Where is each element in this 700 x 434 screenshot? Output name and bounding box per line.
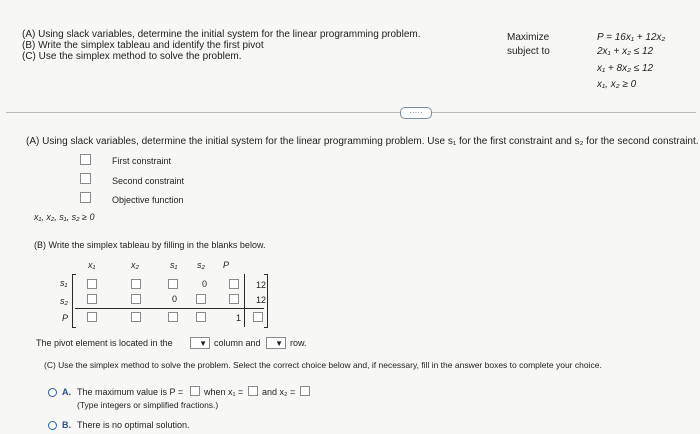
- tableau-r1-x1[interactable]: [87, 279, 97, 289]
- tableau-r2-rhs: 12: [256, 295, 267, 305]
- maximize-label: Maximize: [507, 32, 550, 43]
- part-a-prompt: (A) Using slack variables, determine the initial system for the linear programming problem. Use s₁ for the first constraint and s₂ for the second constraint.: [26, 136, 699, 147]
- tableau-r3-p: 1: [236, 313, 242, 323]
- tableau-r1-s2: 0: [202, 279, 208, 289]
- tableau-r1-s1[interactable]: [168, 279, 178, 289]
- tableau-r3-rhs[interactable]: [253, 312, 263, 322]
- row-label-s2: s₂: [60, 296, 68, 306]
- matrix-vertical-divider: [244, 274, 245, 327]
- tableau-r3-x2[interactable]: [131, 312, 141, 322]
- matrix-left-bracket: [72, 274, 76, 328]
- option-a-text-1: The maximum value is P =: [77, 387, 184, 397]
- option-b-text: There is no optimal solution.: [77, 420, 190, 430]
- matrix-horizontal-divider: [75, 308, 264, 309]
- divider: [6, 112, 696, 113]
- row-label-p: P: [62, 313, 69, 323]
- header-s1: s₁: [170, 260, 178, 270]
- first-constraint-input[interactable]: [80, 154, 91, 165]
- x1-value-input[interactable]: [248, 386, 258, 396]
- x2-value-input[interactable]: [300, 386, 310, 396]
- intro-b: (B) Write the simplex tableau and identify the first pivot: [22, 40, 264, 51]
- option-a-note: (Type integers or simplified fractions.): [77, 400, 219, 410]
- intro-c: (C) Use the simplex method to solve the problem.: [22, 51, 242, 62]
- header-x1: x₁: [88, 260, 96, 270]
- pivot-suffix: row.: [290, 338, 307, 348]
- tableau-r1-rhs: 12: [256, 280, 267, 290]
- tableau-r2-s2[interactable]: [196, 294, 206, 304]
- option-a-radio[interactable]: [48, 388, 57, 397]
- second-constraint-label: Second constraint: [112, 176, 185, 186]
- pivot-column-dropdown[interactable]: [190, 337, 210, 349]
- tableau-r1-p[interactable]: [229, 279, 239, 289]
- max-p-input[interactable]: [190, 386, 200, 396]
- tableau-r2-p[interactable]: [229, 294, 239, 304]
- tableau-r2-x2[interactable]: [131, 294, 141, 304]
- constraint-1: 2x₁ + x₂ ≤ 12: [597, 46, 654, 57]
- row-label-s1: s₁: [60, 278, 68, 288]
- option-a-text-3: and x₂ =: [262, 387, 296, 397]
- pivot-prefix: The pivot element is located in the: [36, 338, 173, 348]
- intro-a: (A) Using slack variables, determine the initial system for the linear programming problem.: [22, 29, 421, 40]
- tableau-r3-s1[interactable]: [168, 312, 178, 322]
- pivot-row-dropdown[interactable]: [266, 337, 286, 349]
- option-b-radio[interactable]: [48, 421, 57, 430]
- objective-function-input[interactable]: [80, 192, 91, 203]
- expand-button[interactable]: ·····: [400, 107, 432, 119]
- option-b-letter: B.: [62, 420, 71, 430]
- tableau-r3-s2[interactable]: [196, 312, 206, 322]
- constraint-2: x₁ + 8x₂ ≤ 12: [597, 63, 654, 74]
- dropdown-arrow-icon: ▼: [199, 339, 207, 348]
- tableau-r3-x1[interactable]: [87, 312, 97, 322]
- tableau-r1-x2[interactable]: [131, 279, 141, 289]
- header-s2: s₂: [197, 260, 205, 270]
- header-p: P: [223, 260, 230, 270]
- subject-to-label: subject to: [507, 46, 550, 57]
- nonnegativity: x₁, x₂, s₁, s₂ ≥ 0: [34, 212, 95, 222]
- part-c-prompt: (C) Use the simplex method to solve the problem. Select the correct choice below and, if necessary, fill in the answer boxes to complete your choice.: [44, 360, 602, 370]
- part-b-prompt: (B) Write the simplex tableau by filling in the blanks below.: [34, 240, 266, 250]
- tableau-r2-s1: 0: [172, 294, 178, 304]
- constraint-3: x₁, x₂ ≥ 0: [597, 79, 637, 90]
- objective: P = 16x₁ + 12x₂: [597, 32, 666, 43]
- header-x2: x₂: [131, 260, 139, 270]
- option-a-text-2: when x₁ =: [204, 387, 244, 397]
- objective-function-label: Objective function: [112, 195, 184, 205]
- dropdown-arrow-icon: ▼: [275, 339, 283, 348]
- pivot-mid: column and: [214, 338, 261, 348]
- second-constraint-input[interactable]: [80, 173, 91, 184]
- option-a-letter: A.: [62, 387, 71, 397]
- first-constraint-label: First constraint: [112, 156, 172, 166]
- tableau-r2-x1[interactable]: [87, 294, 97, 304]
